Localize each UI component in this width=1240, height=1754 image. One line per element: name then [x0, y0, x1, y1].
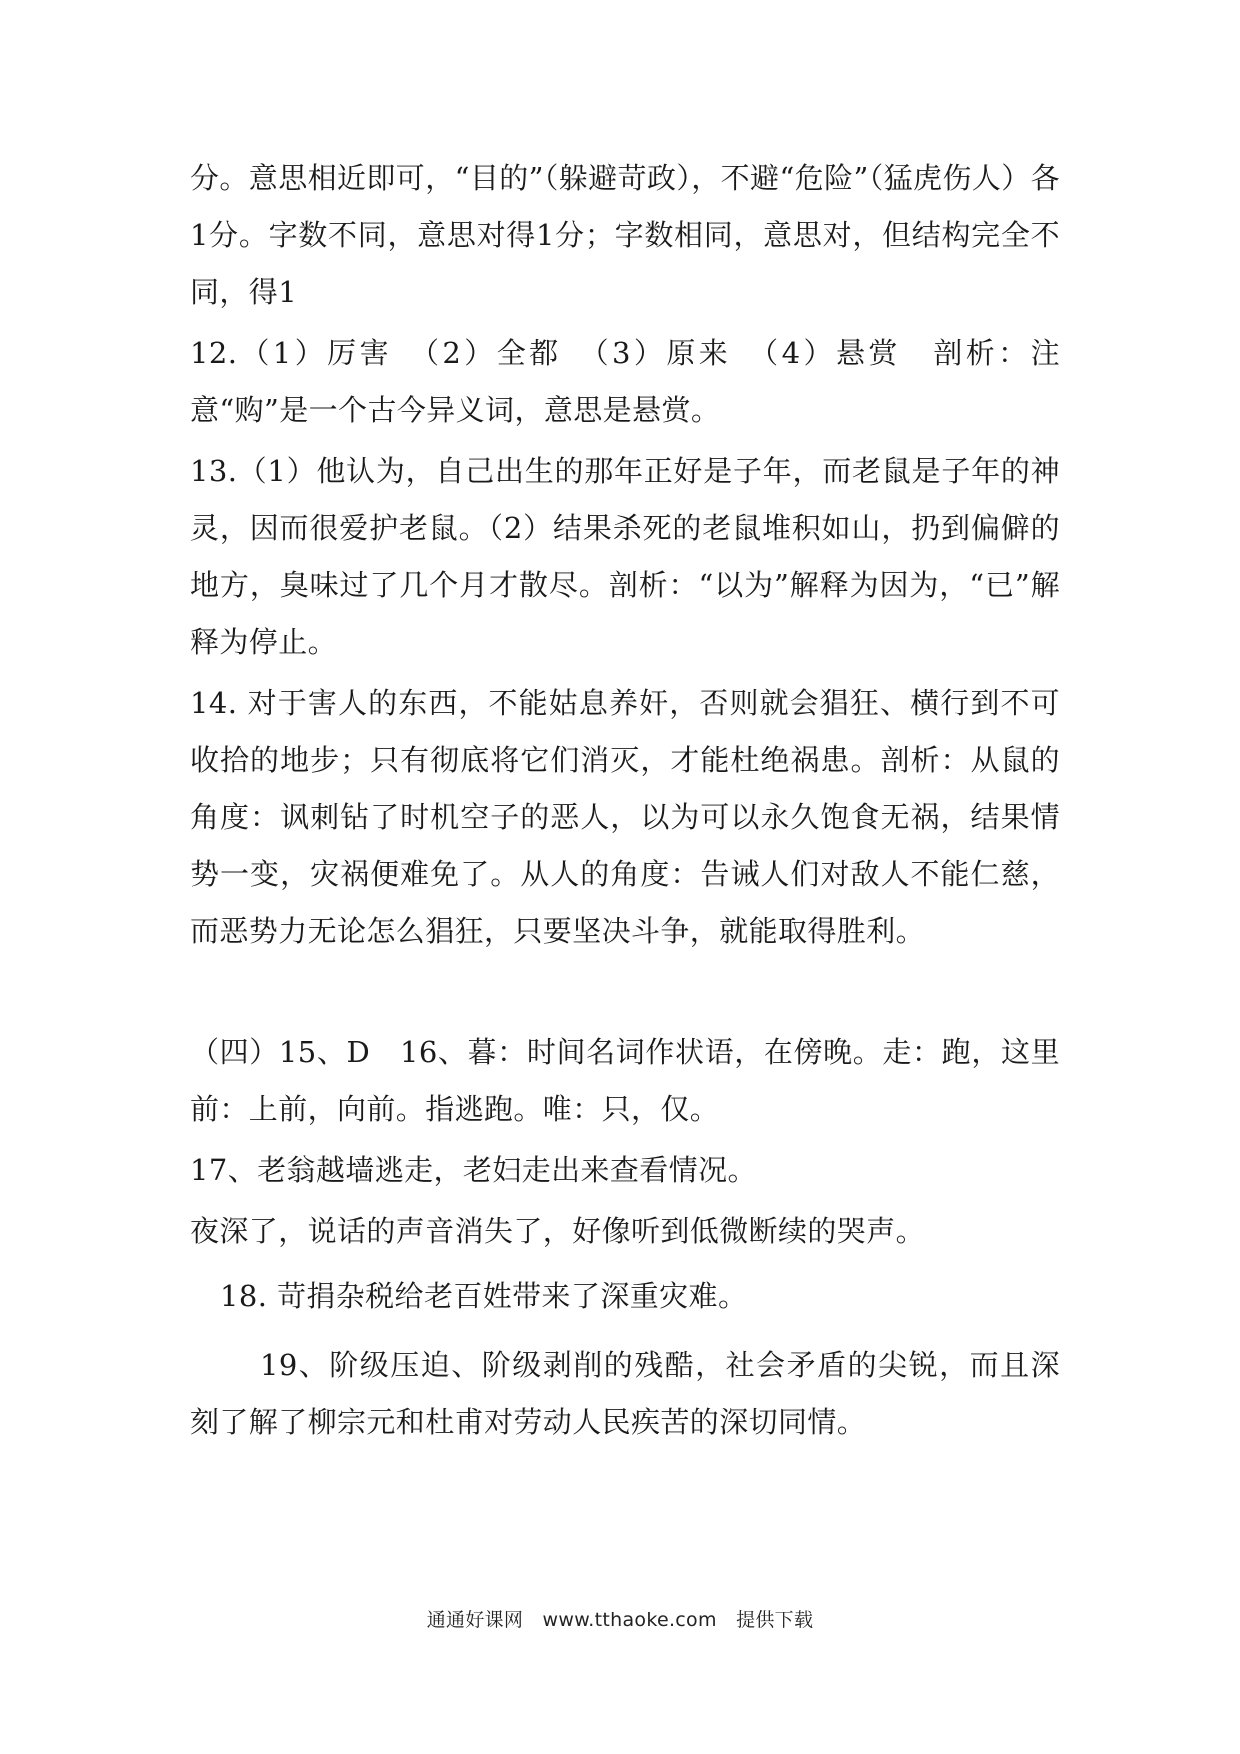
document-body — [190, 150, 1060, 1451]
answer-section4-q15-q16: （四）15、D 16、暮：时间名词作状语，在傍晚。走：跑，这里前：上前，向前。指逃跑。唯：只，仅。 — [190, 1035, 1060, 1126]
page-footer: 通通好课网 www.tthaoke.com 提供下载 — [426, 1609, 814, 1631]
answer-q19: 19、阶级压迫、阶级剥削的残酷，社会矛盾的尖锐，而且深刻了解了柳宗元和杜甫对劳动人民疾苦的深切同情。 — [190, 1348, 1060, 1439]
answer-scoring-note: 分。意思相近即可，“目的”（躲避苛政），不避“危险”（猛虎伤人）各1分。字数不同，意思对得1分；字数相同，意思对，但结构完全不同，得1 — [190, 161, 1061, 309]
answer-q18: 18. 苛捐杂税给老百姓带来了深重灾难。 — [220, 1279, 748, 1313]
answer-q13: 13.（1）他认为，自己出生的那年正好是子年，而老鼠是子年的神灵，因而很爱护老鼠。（2）结果杀死的老鼠堆积如山，扔到偏僻的地方，臭味过了几个月才散尽。剖析：“以为”解释为因为，“已”解释为停止。 — [190, 454, 1060, 659]
answer-q14: 14. 对于害人的东西，不能姑息养奸，否则就会猖狂、横行到不可收拾的地步；只有彻底将它们消灭，才能杜绝祸患。剖析：从鼠的角度：讽刺钻了时机空子的恶人，以为可以永久饱食无祸，结果情势一变，灾祸便难免了。从人的角度：告诫人们对敌人不能仁慈，而恶势力无论怎么猖狂，只要坚决斗争，就能取得胜利。 — [190, 686, 1060, 948]
answer-q17-line1: 17、老翁越墙逃走，老妇走出来查看情况。 — [190, 1153, 757, 1187]
answer-q12: 12.（1）厉害 （2）全都 （3）原来 （4）悬赏 剖析：注意“购”是一个古今异义词，意思是悬赏。 — [190, 336, 1060, 427]
answer-q17-line2: 夜深了，说话的声音消失了，好像听到低微断续的哭声。 — [190, 1214, 926, 1248]
